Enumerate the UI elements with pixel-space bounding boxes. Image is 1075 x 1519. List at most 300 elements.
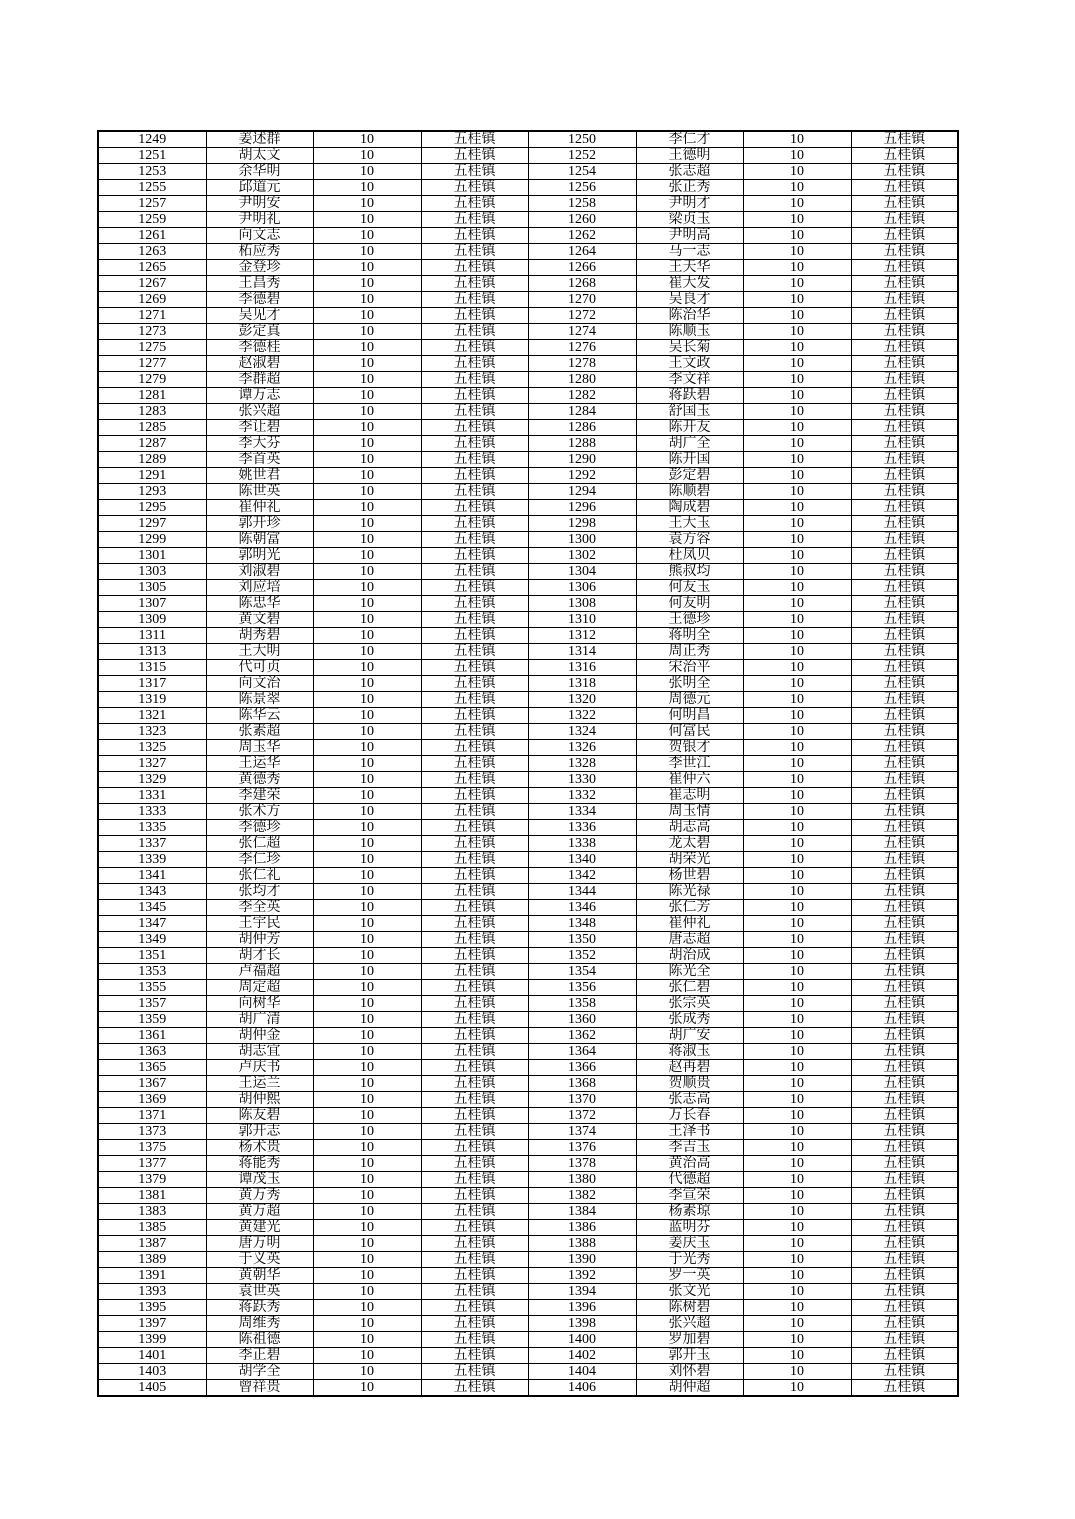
- right-amount-cell: 10: [743, 996, 851, 1012]
- right-amount-cell: 10: [743, 1044, 851, 1060]
- left-amount-cell: 10: [313, 996, 421, 1012]
- left-number-cell: 1379: [98, 1172, 206, 1188]
- right-name-cell: 张仁芳: [636, 900, 743, 916]
- left-town-cell: 五桂镇: [421, 1284, 528, 1300]
- right-town-cell: 五桂镇: [851, 1044, 958, 1060]
- table-row: [98, 580, 958, 596]
- left-amount-cell: 10: [313, 1140, 421, 1156]
- right-name-cell: 陈治华: [636, 308, 743, 324]
- right-town-cell: 五桂镇: [851, 996, 958, 1012]
- right-name-cell: 于光秀: [636, 1252, 743, 1268]
- left-amount-cell: 10: [313, 1284, 421, 1300]
- left-town-cell: 五桂镇: [421, 564, 528, 580]
- table-row: [98, 884, 958, 900]
- right-town-cell: 五桂镇: [851, 548, 958, 564]
- right-amount-cell: 10: [743, 1364, 851, 1380]
- right-name-cell: 张正秀: [636, 180, 743, 196]
- table-row: [98, 436, 958, 452]
- left-town-cell: 五桂镇: [421, 708, 528, 724]
- left-name-cell: 张均才: [206, 884, 313, 900]
- right-amount-cell: 10: [743, 1092, 851, 1108]
- left-number-cell: 1271: [98, 308, 206, 324]
- right-amount-cell: 10: [743, 340, 851, 356]
- left-amount-cell: 10: [313, 708, 421, 724]
- left-number-cell: 1347: [98, 916, 206, 932]
- left-town-cell: 五桂镇: [421, 1364, 528, 1380]
- left-number-cell: 1309: [98, 612, 206, 628]
- right-town-cell: 五桂镇: [851, 1140, 958, 1156]
- right-name-cell: 宋治平: [636, 660, 743, 676]
- right-name-cell: 崔志明: [636, 788, 743, 804]
- right-amount-cell: 10: [743, 724, 851, 740]
- right-number-cell: 1318: [528, 676, 636, 692]
- right-amount-cell: 10: [743, 852, 851, 868]
- right-name-cell: 李世江: [636, 756, 743, 772]
- right-name-cell: 彭定碧: [636, 468, 743, 484]
- right-town-cell: 五桂镇: [851, 980, 958, 996]
- table-row: [98, 564, 958, 580]
- left-town-cell: 五桂镇: [421, 260, 528, 276]
- right-town-cell: 五桂镇: [851, 500, 958, 516]
- left-town-cell: 五桂镇: [421, 1044, 528, 1060]
- left-town-cell: 五桂镇: [421, 788, 528, 804]
- right-amount-cell: 10: [743, 740, 851, 756]
- left-name-cell: 刘淑碧: [206, 564, 313, 580]
- right-town-cell: 五桂镇: [851, 420, 958, 436]
- table-row: [98, 1028, 958, 1044]
- right-town-cell: 五桂镇: [851, 1316, 958, 1332]
- right-town-cell: 五桂镇: [851, 356, 958, 372]
- right-amount-cell: 10: [743, 1348, 851, 1364]
- left-number-cell: 1359: [98, 1012, 206, 1028]
- right-town-cell: 五桂镇: [851, 644, 958, 660]
- right-amount-cell: 10: [743, 180, 851, 196]
- left-amount-cell: 10: [313, 516, 421, 532]
- left-name-cell: 郭开志: [206, 1124, 313, 1140]
- right-name-cell: 赵再碧: [636, 1060, 743, 1076]
- left-number-cell: 1299: [98, 532, 206, 548]
- right-town-cell: 五桂镇: [851, 580, 958, 596]
- right-number-cell: 1268: [528, 276, 636, 292]
- left-name-cell: 李群超: [206, 372, 313, 388]
- right-number-cell: 1298: [528, 516, 636, 532]
- right-name-cell: 王文政: [636, 356, 743, 372]
- left-name-cell: 李正碧: [206, 1348, 313, 1364]
- left-number-cell: 1377: [98, 1156, 206, 1172]
- right-town-cell: 五桂镇: [851, 1124, 958, 1140]
- left-town-cell: 五桂镇: [421, 292, 528, 308]
- left-number-cell: 1261: [98, 228, 206, 244]
- right-number-cell: 1306: [528, 580, 636, 596]
- right-town-cell: 五桂镇: [851, 1188, 958, 1204]
- left-name-cell: 黄建光: [206, 1220, 313, 1236]
- right-amount-cell: 10: [743, 1268, 851, 1284]
- left-amount-cell: 10: [313, 756, 421, 772]
- right-amount-cell: 10: [743, 692, 851, 708]
- left-number-cell: 1339: [98, 852, 206, 868]
- left-number-cell: 1351: [98, 948, 206, 964]
- right-number-cell: 1340: [528, 852, 636, 868]
- left-town-cell: 五桂镇: [421, 1108, 528, 1124]
- left-town-cell: 五桂镇: [421, 1092, 528, 1108]
- right-name-cell: 张宗英: [636, 996, 743, 1012]
- table-row: [98, 1108, 958, 1124]
- right-number-cell: 1382: [528, 1188, 636, 1204]
- right-amount-cell: 10: [743, 1220, 851, 1236]
- left-town-cell: 五桂镇: [421, 916, 528, 932]
- table-row: [98, 1060, 958, 1076]
- left-amount-cell: 10: [313, 1156, 421, 1172]
- right-amount-cell: 10: [743, 644, 851, 660]
- right-name-cell: 何友玉: [636, 580, 743, 596]
- right-amount-cell: 10: [743, 772, 851, 788]
- left-amount-cell: 10: [313, 228, 421, 244]
- left-town-cell: 五桂镇: [421, 1124, 528, 1140]
- left-amount-cell: 10: [313, 260, 421, 276]
- right-name-cell: 胡志高: [636, 820, 743, 836]
- left-name-cell: 卢庆书: [206, 1060, 313, 1076]
- right-number-cell: 1356: [528, 980, 636, 996]
- right-amount-cell: 10: [743, 1028, 851, 1044]
- right-number-cell: 1276: [528, 340, 636, 356]
- right-number-cell: 1324: [528, 724, 636, 740]
- left-town-cell: 五桂镇: [421, 180, 528, 196]
- table-row: [98, 868, 958, 884]
- left-name-cell: 郭明光: [206, 548, 313, 564]
- right-town-cell: 五桂镇: [851, 1364, 958, 1380]
- right-town-cell: 五桂镇: [851, 804, 958, 820]
- table-row: [98, 420, 958, 436]
- left-number-cell: 1325: [98, 740, 206, 756]
- right-town-cell: 五桂镇: [851, 932, 958, 948]
- right-number-cell: 1384: [528, 1204, 636, 1220]
- table-row: [98, 484, 958, 500]
- right-number-cell: 1344: [528, 884, 636, 900]
- left-amount-cell: 10: [313, 852, 421, 868]
- left-town-cell: 五桂镇: [421, 836, 528, 852]
- left-town-cell: 五桂镇: [421, 900, 528, 916]
- left-town-cell: 五桂镇: [421, 628, 528, 644]
- left-amount-cell: 10: [313, 164, 421, 180]
- right-town-cell: 五桂镇: [851, 452, 958, 468]
- right-town-cell: 五桂镇: [851, 1348, 958, 1364]
- right-amount-cell: 10: [743, 276, 851, 292]
- right-name-cell: 陈光禄: [636, 884, 743, 900]
- right-name-cell: 李吉玉: [636, 1140, 743, 1156]
- left-name-cell: 吴见才: [206, 308, 313, 324]
- table-row: [98, 244, 958, 260]
- table-row: [98, 900, 958, 916]
- table-row: [98, 836, 958, 852]
- right-name-cell: 王德明: [636, 148, 743, 164]
- right-name-cell: 贺顺贵: [636, 1076, 743, 1092]
- left-number-cell: 1391: [98, 1268, 206, 1284]
- left-amount-cell: 10: [313, 500, 421, 516]
- left-number-cell: 1343: [98, 884, 206, 900]
- right-town-cell: 五桂镇: [851, 468, 958, 484]
- right-name-cell: 吴长菊: [636, 340, 743, 356]
- left-number-cell: 1285: [98, 420, 206, 436]
- right-town-cell: 五桂镇: [851, 820, 958, 836]
- left-amount-cell: 10: [313, 1092, 421, 1108]
- right-name-cell: 刘怀碧: [636, 1364, 743, 1380]
- left-name-cell: 袁世英: [206, 1284, 313, 1300]
- left-name-cell: 尹明安: [206, 196, 313, 212]
- right-name-cell: 张兴超: [636, 1316, 743, 1332]
- left-number-cell: 1283: [98, 404, 206, 420]
- right-name-cell: 何明昌: [636, 708, 743, 724]
- right-number-cell: 1322: [528, 708, 636, 724]
- left-amount-cell: 10: [313, 580, 421, 596]
- left-amount-cell: 10: [313, 548, 421, 564]
- right-number-cell: 1352: [528, 948, 636, 964]
- right-number-cell: 1398: [528, 1316, 636, 1332]
- right-number-cell: 1342: [528, 868, 636, 884]
- right-town-cell: 五桂镇: [851, 1300, 958, 1316]
- right-number-cell: 1396: [528, 1300, 636, 1316]
- right-amount-cell: 10: [743, 420, 851, 436]
- right-number-cell: 1390: [528, 1252, 636, 1268]
- table-row: [98, 692, 958, 708]
- left-town-cell: 五桂镇: [421, 772, 528, 788]
- right-amount-cell: 10: [743, 164, 851, 180]
- left-town-cell: 五桂镇: [421, 1204, 528, 1220]
- right-town-cell: 五桂镇: [851, 628, 958, 644]
- left-amount-cell: 10: [313, 564, 421, 580]
- table-row: [98, 1380, 958, 1397]
- left-number-cell: 1399: [98, 1332, 206, 1348]
- right-amount-cell: 10: [743, 1060, 851, 1076]
- left-amount-cell: 10: [313, 1188, 421, 1204]
- left-number-cell: 1405: [98, 1380, 206, 1397]
- right-town-cell: 五桂镇: [851, 372, 958, 388]
- right-name-cell: 罗一英: [636, 1268, 743, 1284]
- right-name-cell: 张成秀: [636, 1012, 743, 1028]
- table-row: [98, 1332, 958, 1348]
- left-town-cell: 五桂镇: [421, 1348, 528, 1364]
- left-town-cell: 五桂镇: [421, 612, 528, 628]
- table-row: [98, 1140, 958, 1156]
- right-number-cell: 1360: [528, 1012, 636, 1028]
- left-number-cell: 1345: [98, 900, 206, 916]
- right-name-cell: 张志高: [636, 1092, 743, 1108]
- left-town-cell: 五桂镇: [421, 804, 528, 820]
- left-town-cell: 五桂镇: [421, 148, 528, 164]
- table-row: [98, 772, 958, 788]
- right-amount-cell: 10: [743, 612, 851, 628]
- table-row: [98, 228, 958, 244]
- right-number-cell: 1296: [528, 500, 636, 516]
- left-name-cell: 尹明礼: [206, 212, 313, 228]
- left-town-cell: 五桂镇: [421, 532, 528, 548]
- left-amount-cell: 10: [313, 1332, 421, 1348]
- left-town-cell: 五桂镇: [421, 228, 528, 244]
- left-name-cell: 向文志: [206, 228, 313, 244]
- left-name-cell: 邱道元: [206, 180, 313, 196]
- right-amount-cell: 10: [743, 804, 851, 820]
- right-number-cell: 1292: [528, 468, 636, 484]
- table-row: [98, 500, 958, 516]
- right-town-cell: 五桂镇: [851, 1220, 958, 1236]
- right-town-cell: 五桂镇: [851, 596, 958, 612]
- left-number-cell: 1249: [98, 131, 206, 148]
- table-row: [98, 644, 958, 660]
- right-amount-cell: 10: [743, 1140, 851, 1156]
- left-number-cell: 1401: [98, 1348, 206, 1364]
- right-amount-cell: 10: [743, 868, 851, 884]
- left-number-cell: 1269: [98, 292, 206, 308]
- right-town-cell: 五桂镇: [851, 724, 958, 740]
- left-name-cell: 李首英: [206, 452, 313, 468]
- left-number-cell: 1267: [98, 276, 206, 292]
- table-row: [98, 276, 958, 292]
- right-number-cell: 1374: [528, 1124, 636, 1140]
- left-name-cell: 谭茂玉: [206, 1172, 313, 1188]
- right-name-cell: 张文光: [636, 1284, 743, 1300]
- right-amount-cell: 10: [743, 468, 851, 484]
- left-number-cell: 1321: [98, 708, 206, 724]
- right-amount-cell: 10: [743, 820, 851, 836]
- right-town-cell: 五桂镇: [851, 1268, 958, 1284]
- left-amount-cell: 10: [313, 1236, 421, 1252]
- right-number-cell: 1286: [528, 420, 636, 436]
- right-town-cell: 五桂镇: [851, 756, 958, 772]
- right-number-cell: 1272: [528, 308, 636, 324]
- right-number-cell: 1250: [528, 131, 636, 148]
- right-name-cell: 郭开玉: [636, 1348, 743, 1364]
- table-row: [98, 740, 958, 756]
- left-amount-cell: 10: [313, 532, 421, 548]
- left-number-cell: 1307: [98, 596, 206, 612]
- left-name-cell: 陈忠华: [206, 596, 313, 612]
- left-name-cell: 李仁珍: [206, 852, 313, 868]
- table-row: [98, 196, 958, 212]
- right-number-cell: 1320: [528, 692, 636, 708]
- left-name-cell: 陈祖德: [206, 1332, 313, 1348]
- table-row: [98, 916, 958, 932]
- left-name-cell: 卢福超: [206, 964, 313, 980]
- right-number-cell: 1252: [528, 148, 636, 164]
- left-amount-cell: 10: [313, 1124, 421, 1140]
- right-name-cell: 王大玉: [636, 516, 743, 532]
- right-amount-cell: 10: [743, 308, 851, 324]
- right-number-cell: 1368: [528, 1076, 636, 1092]
- table-row: [98, 1044, 958, 1060]
- right-amount-cell: 10: [743, 356, 851, 372]
- right-number-cell: 1264: [528, 244, 636, 260]
- left-number-cell: 1385: [98, 1220, 206, 1236]
- left-name-cell: 王大明: [206, 644, 313, 660]
- left-town-cell: 五桂镇: [421, 820, 528, 836]
- left-amount-cell: 10: [313, 948, 421, 964]
- right-town-cell: 五桂镇: [851, 1076, 958, 1092]
- left-number-cell: 1275: [98, 340, 206, 356]
- left-number-cell: 1323: [98, 724, 206, 740]
- table-row: [98, 468, 958, 484]
- right-amount-cell: 10: [743, 1380, 851, 1397]
- table-row: [98, 340, 958, 356]
- table-row: [98, 660, 958, 676]
- table-row: [98, 404, 958, 420]
- right-name-cell: 唐志超: [636, 932, 743, 948]
- right-number-cell: 1364: [528, 1044, 636, 1060]
- right-name-cell: 尹明高: [636, 228, 743, 244]
- right-name-cell: 崔大发: [636, 276, 743, 292]
- left-name-cell: 胡广清: [206, 1012, 313, 1028]
- right-name-cell: 陈顺玉: [636, 324, 743, 340]
- right-town-cell: 五桂镇: [851, 228, 958, 244]
- right-number-cell: 1282: [528, 388, 636, 404]
- left-number-cell: 1365: [98, 1060, 206, 1076]
- table-row: [98, 1348, 958, 1364]
- left-number-cell: 1251: [98, 148, 206, 164]
- right-amount-cell: 10: [743, 788, 851, 804]
- left-number-cell: 1253: [98, 164, 206, 180]
- roster-table: [97, 130, 959, 1397]
- left-number-cell: 1281: [98, 388, 206, 404]
- right-town-cell: 五桂镇: [851, 276, 958, 292]
- right-amount-cell: 10: [743, 1332, 851, 1348]
- right-number-cell: 1330: [528, 772, 636, 788]
- right-amount-cell: 10: [743, 1300, 851, 1316]
- left-town-cell: 五桂镇: [421, 276, 528, 292]
- left-name-cell: 蒋能秀: [206, 1156, 313, 1172]
- right-amount-cell: 10: [743, 948, 851, 964]
- left-number-cell: 1317: [98, 676, 206, 692]
- left-number-cell: 1327: [98, 756, 206, 772]
- left-name-cell: 胡仲熙: [206, 1092, 313, 1108]
- left-name-cell: 陈景翠: [206, 692, 313, 708]
- right-name-cell: 万长春: [636, 1108, 743, 1124]
- left-amount-cell: 10: [313, 244, 421, 260]
- right-amount-cell: 10: [743, 1076, 851, 1092]
- left-town-cell: 五桂镇: [421, 756, 528, 772]
- right-amount-cell: 10: [743, 131, 851, 148]
- left-name-cell: 曾祥贵: [206, 1380, 313, 1397]
- right-town-cell: 五桂镇: [851, 564, 958, 580]
- left-number-cell: 1331: [98, 788, 206, 804]
- right-town-cell: 五桂镇: [851, 836, 958, 852]
- right-number-cell: 1370: [528, 1092, 636, 1108]
- right-town-cell: 五桂镇: [851, 1012, 958, 1028]
- left-amount-cell: 10: [313, 1348, 421, 1364]
- left-name-cell: 胡学全: [206, 1364, 313, 1380]
- right-number-cell: 1346: [528, 900, 636, 916]
- right-town-cell: 五桂镇: [851, 1204, 958, 1220]
- left-name-cell: 王昌秀: [206, 276, 313, 292]
- left-town-cell: 五桂镇: [421, 1028, 528, 1044]
- table-row: [98, 596, 958, 612]
- left-name-cell: 周定超: [206, 980, 313, 996]
- right-name-cell: 姜庆玉: [636, 1236, 743, 1252]
- left-amount-cell: 10: [313, 372, 421, 388]
- right-name-cell: 张仁碧: [636, 980, 743, 996]
- left-amount-cell: 10: [313, 1316, 421, 1332]
- left-number-cell: 1329: [98, 772, 206, 788]
- left-name-cell: 李大芬: [206, 436, 313, 452]
- left-town-cell: 五桂镇: [421, 308, 528, 324]
- left-town-cell: 五桂镇: [421, 500, 528, 516]
- right-town-cell: 五桂镇: [851, 292, 958, 308]
- table-row: [98, 676, 958, 692]
- right-town-cell: 五桂镇: [851, 244, 958, 260]
- left-town-cell: 五桂镇: [421, 740, 528, 756]
- left-town-cell: 五桂镇: [421, 1316, 528, 1332]
- table-row: [98, 708, 958, 724]
- left-amount-cell: 10: [313, 644, 421, 660]
- right-amount-cell: 10: [743, 260, 851, 276]
- right-town-cell: 五桂镇: [851, 708, 958, 724]
